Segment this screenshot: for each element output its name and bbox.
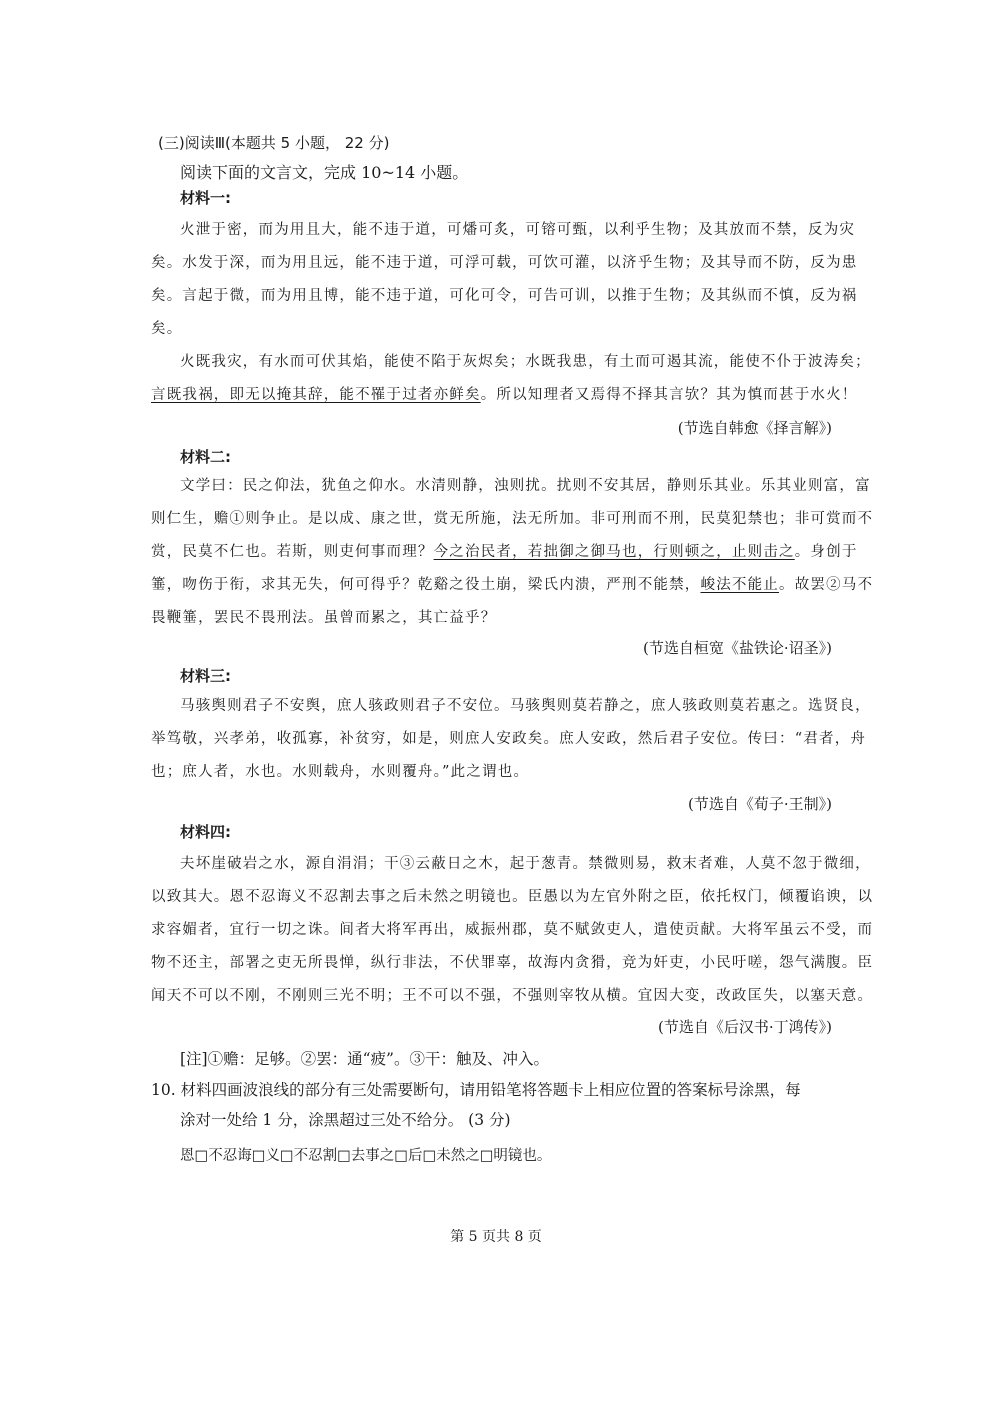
question-10-answer-boxes: 恩□不忍诲□义□不忍割□去事之□后□未然之□明镜也。 bbox=[180, 1148, 552, 1164]
material-2-line-1: 文学曰：民之仰法，犹鱼之仰水。水清则静，浊则扰。扰则不安其居，静则乐其业。乐其业则富，富 bbox=[180, 478, 871, 494]
material-2-line-3: 赏，民莫不仁也。若斯，则吏何事而理？今之治民者，若拙御之御马也，行则顿之，止则击之。身创于 bbox=[151, 544, 858, 560]
material-1-source: (节选自韩愈《择言解》) bbox=[677, 419, 832, 437]
material-1-line-4: 矣。 bbox=[151, 321, 183, 337]
material-4-source: (节选自《后汉书·丁鸿传》) bbox=[658, 1018, 832, 1036]
material-1-line-5: 火既我灾，有水而可伏其焰，能使不陷于灰烬矣；水既我患，有土而可遏其流，能使不仆于波涛矣； bbox=[180, 354, 871, 370]
material-4-label: 材料四: bbox=[180, 823, 231, 841]
material-2-label: 材料二: bbox=[180, 448, 231, 466]
material-2-line-4: 箠，吻伤于衔，求其无失，何可得乎？乾谿之役土崩，梁氏内溃，严刑不能禁，峻法不能止。故罢②马不 bbox=[151, 577, 874, 593]
material-2-line-2: 则仁生，赡①则争止。是以成、康之世，赏无所施，法无所加。非可刑而不刑，民莫犯禁也；非可赏而不 bbox=[151, 511, 874, 527]
material-2-line-5: 畏鞭箠，罢民不畏刑法。虽曾而累之，其亡益乎？ bbox=[151, 610, 497, 626]
question-10-line-2: 涂对一处给 1 分，涂黑超过三处不给分。 (3 分) bbox=[180, 1111, 511, 1129]
material-4-line-5: 闻天不可以不刚，不刚则三光不明；王不可以不强，不强则宰牧从横。宜因大变，改政匡失，以塞天意。 bbox=[151, 988, 874, 1004]
material-3-line-1: 马骇舆则君子不安舆，庶人骇政则君子不安位。马骇舆则莫若静之，庶人骇政则莫若惠之。选贤良， bbox=[180, 698, 871, 714]
material-4-line-2: 以致其大。恩不忍诲义不忍割去事之后未然之明镜也。臣愚以为左官外附之臣，依托权门，倾覆谄谀，以 bbox=[151, 889, 874, 905]
material-1-line-6: 言既我祸，即无以掩其辞，能不罹于过者亦鲜矣。所以知理者又焉得不择其言欤？其为慎而甚于水火！ bbox=[151, 387, 858, 403]
material-4-line-1: 夫坏崖破岩之水，源自涓涓；干③云蔽日之木，起于葱青。禁微则易，救末者难，人莫不忽于微细， bbox=[180, 856, 871, 872]
underlined-sentence: 今之治民者，若拙御之御马也，行则顿之，止则击之 bbox=[433, 544, 795, 560]
material-3-source: (节选自《荀子·王制》) bbox=[688, 795, 832, 813]
question-10-line-1: 10. 材料四画波浪线的部分有三处需要断句，请用铅笔将答题卡上相应位置的答案标号涂黑，每 bbox=[151, 1081, 801, 1099]
material-3-line-3: 也；庶人者，水也。水则载舟，水则覆舟。”此之谓也。 bbox=[151, 764, 530, 780]
material-3-line-2: 举笃敬，兴孝弟，收孤寡，补贫穷，如是，则庶人安政矣。庶人安政，然后君子安位。传曰：“君者，舟 bbox=[151, 731, 867, 747]
material-1-label: 材料一: bbox=[180, 189, 231, 207]
underlined-sentence: 言既我祸，即无以掩其辞，能不罹于过者亦鲜矣 bbox=[151, 387, 481, 403]
material-1-line-3: 矣。言起于微，而为用且博，能不违于道，可化可令，可告可训，以推于生物；及其纵而不慎，反为祸 bbox=[151, 288, 858, 304]
material-3-label: 材料三: bbox=[180, 667, 231, 685]
material-1-line-2: 矣。水发于深，而为用且远，能不违于道，可浮可载，可饮可灌，以济乎生物；及其导而不防，反为患 bbox=[151, 255, 858, 271]
material-4-line-3: 求容媚者，宜行一切之诛。间者大将军再出，威振州郡，莫不赋敛吏人，遣使贡献。大将军虽云不受，而 bbox=[151, 922, 874, 938]
section-instruction: 阅读下面的文言文，完成 10~14 小题。 bbox=[180, 163, 469, 182]
underlined-phrase: 峻法不能止 bbox=[700, 577, 779, 593]
annotation-note: [注]①赡：足够。②罢：通“疲”。③干：触及、冲入。 bbox=[180, 1050, 549, 1068]
material-2-source: (节选自桓宽《盐铁论·诏圣》) bbox=[643, 639, 832, 657]
material-1-line-1: 火泄于密，而为用且大，能不违于道，可燔可炙，可镕可甄，以利乎生物；及其放而不禁，反为灾 bbox=[180, 222, 856, 238]
material-4-line-4: 物不还主，部署之吏无所畏惮，纵行非法，不伏罪辜，故海内贪猾，竞为奸吏，小民吁嗟，怨气满腹。臣 bbox=[151, 955, 874, 971]
page-footer: 第 5 页共 8 页 bbox=[450, 1229, 542, 1245]
section-title: (三)阅读Ⅲ(本题共 5 小题， 22 分) bbox=[158, 134, 390, 152]
